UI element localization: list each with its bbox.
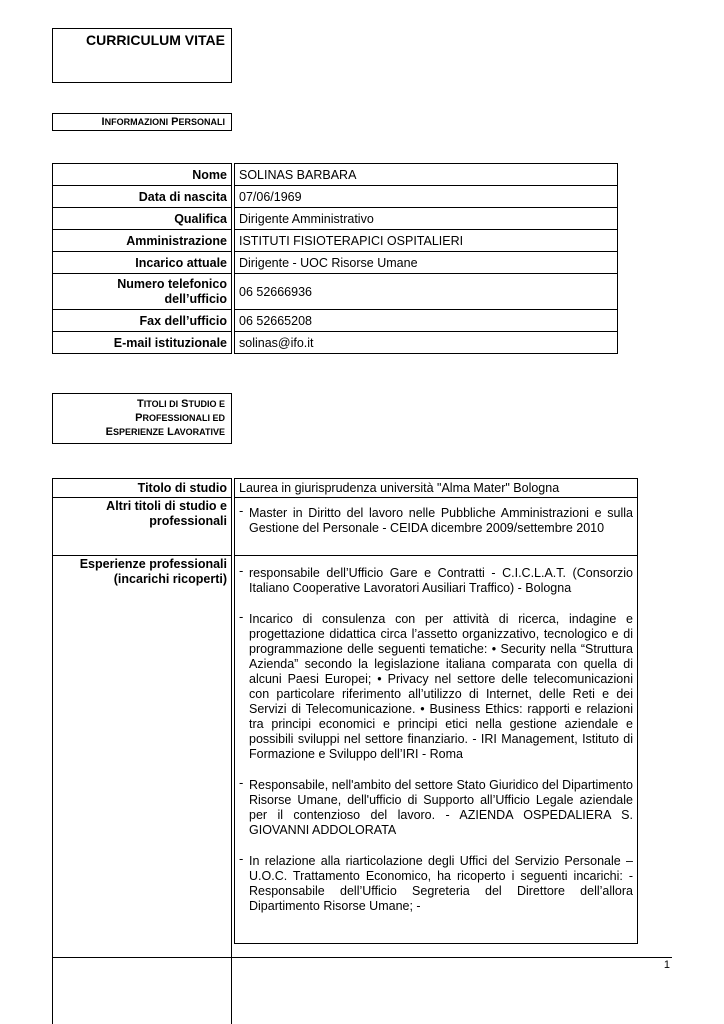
section-line xyxy=(57,397,225,411)
sc-cap: P xyxy=(171,116,179,128)
label-email: E-mail istituzionale xyxy=(53,332,232,354)
value-titolo-studio: Laurea in giurisprudenza università "Alma Mater" Bologna xyxy=(234,478,638,498)
dash-bullet: - xyxy=(239,503,244,518)
value-numero-telefonico: 06 52666936 xyxy=(235,274,618,310)
sc-cap: I xyxy=(101,116,105,128)
table-row xyxy=(53,274,618,310)
value-data-nascita: 07/06/1969 xyxy=(235,186,618,208)
sc-cap: P xyxy=(135,412,143,424)
list-item xyxy=(239,503,633,536)
sc-rest: ITOLI DI xyxy=(143,399,179,409)
label-numero-telefonico: Numero telefonico dell’ufficio xyxy=(53,274,232,310)
item-text: Master in Diritto del lavoro nelle Pubbliche Amministrazioni e sulla Gestione del Personale - CEIDA dicembre 2009/settembre 2010 xyxy=(249,506,633,535)
sc-cap: L xyxy=(167,426,174,438)
table-row xyxy=(53,208,618,230)
value-fax: 06 52665208 xyxy=(235,310,618,332)
item-text: Incarico di consulenza con per attività di ricerca, indagine e progettazione didattica circa l’assetto organizzativo, tecnologico e di programmazione delle seguenti tematiche: • Security nella “Struttura Azienda” secondo la legislazione italiana comparata con quella di alcuni Paesi Europei; • Privacy nel settore delle telecomunicazioni con particolare riferimento all’utilizzo di Internet, delle Reti e dei Servizi di Telecomunicazione. • Business Ethics: rapporti e relazioni tra principi economici e principi etici nella gestione aziendale e possibili sviluppi nel settore finanziario. - IRI Management, Istituto di Formazione e Sviluppo dell’IRI - Roma xyxy=(249,612,633,761)
sc-rest: TUDIO E xyxy=(188,399,225,409)
value-nome: SOLINAS BARBARA xyxy=(235,164,618,186)
section-header-studies xyxy=(52,393,232,444)
table-row xyxy=(53,310,618,332)
label-titolo-studio: Titolo di studio xyxy=(52,478,232,498)
label-nome: Nome xyxy=(53,164,232,186)
label-data-nascita: Data di nascita xyxy=(53,186,232,208)
footer-divider xyxy=(52,957,672,958)
value-email: solinas@ifo.it xyxy=(235,332,618,354)
sc-cap: S xyxy=(181,398,189,410)
item-text: In relazione alla riarticolazione degli Uffici del Servizio Personale – U.O.C. Trattamento Economico, ha ricoperto i seguenti incarichi: - Responsabile dell’Ufficio Segreteria del Direttore dell’allora Dipartimento Risorse Umane; - xyxy=(249,854,633,913)
dash-bullet: - xyxy=(239,775,244,790)
value-incarico-attuale: Dirigente - UOC Risorse Umane xyxy=(235,252,618,274)
sc-rest: NFORMAZIONI xyxy=(104,117,169,127)
list-item xyxy=(239,775,633,838)
table-row xyxy=(53,252,618,274)
personal-info-table xyxy=(52,163,618,354)
value-qualifica: Dirigente Amministrativo xyxy=(235,208,618,230)
table-row xyxy=(53,186,618,208)
sc-cap: E xyxy=(105,426,114,438)
table-row xyxy=(53,164,618,186)
section-line xyxy=(57,425,225,439)
value-esperienze xyxy=(234,556,638,944)
item-text: Responsabile, nell'ambito del settore Stato Giuridico del Dipartimento Risorse Umane, dell'ufficio di Supporto all’Ufficio Legale aziendale per il contenzioso del lavoro. - AZIENDA OSPEDALIERA S. GIOVANNI ADDOLORATA xyxy=(249,778,633,837)
title-box xyxy=(52,28,232,83)
label-fax: Fax dell’ufficio xyxy=(53,310,232,332)
sc-rest: ERSONALI xyxy=(178,117,225,127)
page-number: 1 xyxy=(663,959,670,971)
label-amministrazione: Amministrazione xyxy=(53,230,232,252)
label-altri-titoli: Altri titoli di studio e professionali xyxy=(52,498,232,556)
label-qualifica: Qualifica xyxy=(53,208,232,230)
studies-labels xyxy=(52,478,232,1024)
table-row xyxy=(53,230,618,252)
sc-rest: SPERIENZE xyxy=(113,427,165,437)
item-text: responsabile dell’Ufficio Gare e Contratti - C.I.C.L.A.T. (Consorzio Italiano Cooperative Lavoratori Ausiliari Traffico) - Bologna xyxy=(249,566,633,595)
section-line xyxy=(57,411,225,425)
section-header-personal xyxy=(52,113,232,131)
list-item xyxy=(239,609,633,762)
value-altri-titoli xyxy=(234,498,638,556)
sc-cap: T xyxy=(137,398,144,410)
sc-rest: AVORATIVE xyxy=(173,427,225,437)
dash-bullet: - xyxy=(239,609,244,624)
document-title: CURRICULUM VITAE xyxy=(86,32,225,48)
studies-values xyxy=(234,478,638,944)
dash-bullet: - xyxy=(239,851,244,866)
sc-rest: ROFESSIONALI ED xyxy=(142,413,225,423)
list-item xyxy=(239,851,633,914)
label-esperienze: Esperienze professionali (incarichi ricoperti) xyxy=(52,556,232,1024)
label-incarico-attuale: Incarico attuale xyxy=(53,252,232,274)
value-amministrazione: ISTITUTI FISIOTERAPICI OSPITALIERI xyxy=(235,230,618,252)
dash-bullet: - xyxy=(239,563,244,578)
table-row xyxy=(53,332,618,354)
list-item xyxy=(239,563,633,596)
